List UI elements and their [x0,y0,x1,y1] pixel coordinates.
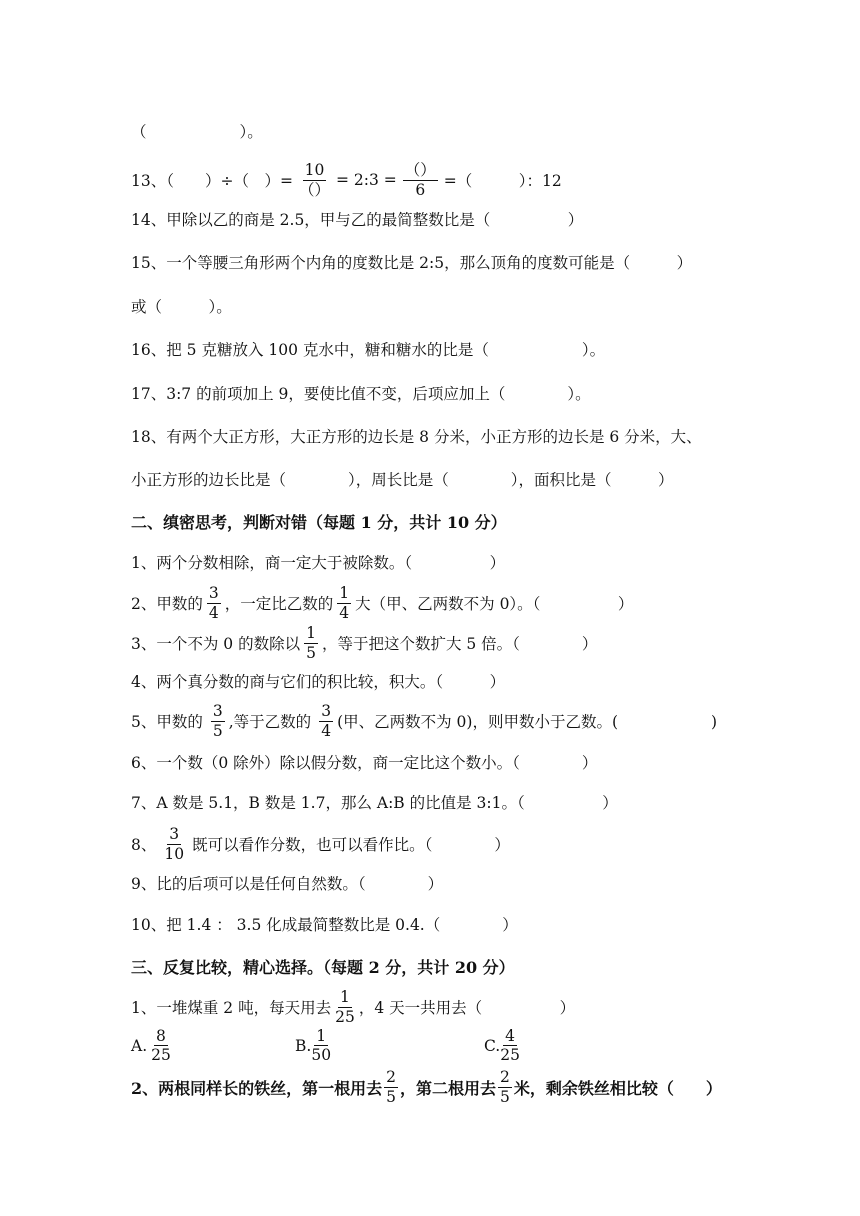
section-2-heading: 二、缜密思考，判断对错（每题 1 分，共计 10 分） [131,512,507,532]
choice-1-option-b: B. $\frac{1}{50}$ [295,1027,332,1065]
q13-part-a: 13、（ ）÷（ ）= [131,172,293,190]
c2-fraction-1: $\frac{2}{5}$ [386,1068,397,1106]
question-18-line-2 [131,466,674,492]
q13-fraction-1: $\frac{10}{()}$ [298,161,330,199]
q18-text-2: 小正方形的边长比是（ ），周长比是（ ），面积比是（ ） [131,471,674,489]
j5-fraction-2: $\frac{3}{4}$ [321,702,332,740]
question-17 [131,380,591,406]
option-b-fraction: $\frac{1}{50}$ [311,1027,332,1065]
c2-fraction-2: $\frac{2}{5}$ [500,1068,510,1106]
judge-3: 3、一个不为 0 的数除以 $\frac{1}{5}$ ，等于把这个数扩大 5 倍。（ ） [131,624,598,662]
question-15-line-2 [131,293,232,319]
j3-fraction: $\frac{1}{5}$ [306,624,316,662]
section-3-heading: 三、反复比较，精心选择。（每题 2 分，共计 20 分） [131,957,515,977]
question-14 [131,206,583,232]
q13-fraction-2: $\frac{()}{6}$ [404,161,436,199]
option-a-fraction: $\frac{8}{25}$ [151,1027,171,1065]
q15-text-2: 或（ ）。 [131,298,232,316]
q17-text: 17、3:7 的前项加上 9，要使比值不变，后项应加上（ ）。 [131,385,591,403]
judge-9: 9、比的后项可以是任何自然数。（ ） [131,875,444,893]
choice-1: 1、一堆煤重 2 吨，每天用去 $\frac{1}{25}$ ，4 天一共用去（ ） [131,988,576,1026]
j8-fraction: $\frac{3}{10}$ [164,825,185,863]
judge-2: 2、甲数的 $\frac{3}{4}$ ，一定比乙数的 $\frac{1}{4}$ 大（甲、乙两数不为 0）。（ ） [131,584,634,622]
question-13 [131,163,562,197]
j2-fraction-2: $\frac{1}{4}$ [339,584,350,622]
c1-fraction: $\frac{1}{25}$ [335,988,355,1026]
judge-7: 7、A 数是 5.1，B 数是 1.7，那么 A:B 的比值是 3:1。（ ） [131,794,618,812]
q14-text: 14、甲除以乙的商是 2.5，甲与乙的最简整数比是（ ） [131,211,584,229]
question-18-line-1 [131,423,702,449]
q12-tail [131,118,263,144]
q16-text: 16、把 5 克糖放入 100 克水中，糖和糖水的比是（ ）。 [131,341,606,359]
judge-1: 1、两个分数相除，商一定大于被除数。（ ） [131,554,506,572]
option-c-fraction: $\frac{4}{25}$ [500,1027,520,1065]
q13-part-c: =（ ）：12 [443,172,562,190]
judge-5: 5、甲数的 $\frac{3}{5}$ ,等于乙数的 $\frac{3}{4}$ (甲、乙两数不为 0)，则甲数小于乙数。( ) [131,702,718,740]
choice-2: 2、两根同样长的铁丝，第一根用去 $\frac{2}{5}$ ，第二根用去 $\frac{2}{5}$ 米，剩余铁丝相比较（ ） [131,1068,722,1106]
judge-10: 10、把 1.4 ： 3.5 化成最简整数比是 0.4.（ ） [131,916,518,934]
judge-8: 8、 $\frac{3}{10}$ 既可以看作分数，也可以看作比。（ ） [131,825,510,863]
j5-fraction-1: $\frac{3}{5}$ [212,702,223,740]
q12-tail-text: （ ）。 [131,123,263,141]
choice-1-option-c: C. $\frac{4}{25}$ [484,1027,520,1065]
q13-part-b: = 2:3 = [335,171,397,189]
judge-4: 4、两个真分数的商与它们的积比较，积大。（ ） [131,673,506,691]
q15-text-1: 15、一个等腰三角形两个内角的度数比是 2:5，那么顶角的度数可能是（ ） [131,254,693,272]
q18-text-1: 18、有两个大正方形，大正方形的边长是 8 分米，小正方形的边长是 6 分米，大、 [131,428,702,446]
j2-fraction-1: $\frac{3}{4}$ [208,584,219,622]
judge-6: 6、一个数（0 除外）除以假分数，商一定比这个数小。（ ） [131,754,598,772]
question-15-line-1 [131,249,692,275]
choice-1-option-a: A. $\frac{8}{25}$ [131,1027,171,1065]
question-16 [131,336,605,362]
